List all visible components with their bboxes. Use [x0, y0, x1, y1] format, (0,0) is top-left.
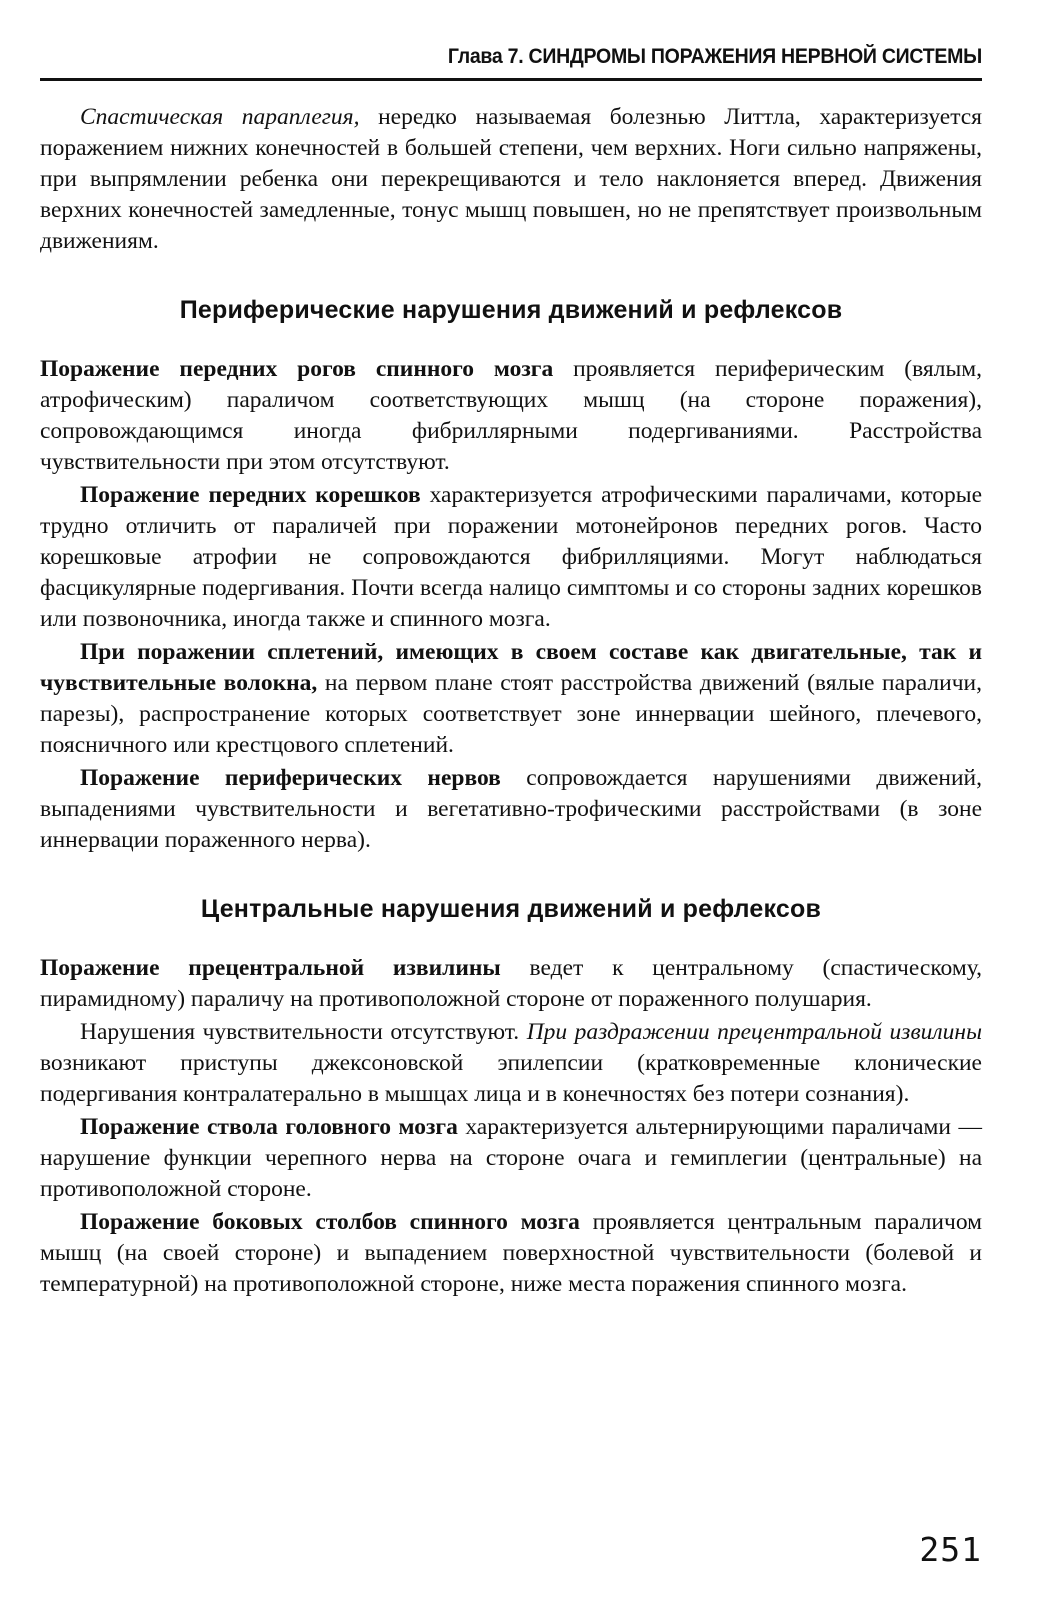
header-rule — [40, 78, 982, 81]
text-sensitivity-after: возникают приступы джексоновской эпилепсии (кратковременные клонические подергивания контралатерально в мышцах лица и в конечностях без потери сознания). — [40, 1050, 982, 1107]
intro-text: нередко называемая болезнью Литтла, характеризуется поражением нижних конечностей в большей степени, чем верхних. Ноги сильно напряжены, при выпрямлении ребенка они перекрещиваются и тело наклоняется вперед. Движения верхних конечностей замедленные, тонус мышц повышен, но не препятствует произвольным движениям. — [40, 104, 982, 254]
term-anterior-roots: Поражение передних корешков — [80, 482, 421, 508]
text-lateral-columns: проявляется центральным параличом мышц (на своей стороне) и выпадением поверхностной чувствительности (болевой и температурной) на противоположной стороне, ниже места поражения спинного мозга. — [40, 1209, 982, 1297]
paragraph-lateral-columns — [40, 1207, 982, 1300]
term-plexuses: При поражении сплетений, имеющих в своем составе как двигательные, так и чувствительные волокна, — [40, 639, 982, 696]
term-anterior-horns: Поражение передних рогов спинного мозга — [40, 356, 554, 382]
paragraph-anterior-roots — [40, 480, 982, 635]
term-precentral-gyrus: Поражение прецентральной извилины — [40, 955, 501, 981]
paragraph-sensitivity — [40, 1017, 982, 1110]
paragraph-peripheral-nerves — [40, 763, 982, 856]
text-precentral-gyrus: ведет к центральному (спастическому, пирамидному) параличу на противоположной стороне от пораженного полушария. — [40, 955, 982, 1012]
term-irritation-italic: При раздражении прецентральной извилины — [526, 1019, 982, 1045]
intro-paragraph — [40, 102, 982, 257]
paragraph-precentral-gyrus — [40, 953, 982, 1015]
intro-italic-lead: Спастическая параплегия, — [80, 104, 360, 130]
term-brainstem: Поражение ствола головного мозга — [80, 1114, 458, 1140]
page-number: 251 — [919, 1530, 982, 1569]
term-peripheral-nerves: Поражение периферических нервов — [80, 765, 501, 791]
section-title-peripheral: Периферические нарушения движений и рефлексов — [179, 296, 843, 324]
paragraph-brainstem — [40, 1112, 982, 1205]
paragraph-plexuses — [40, 637, 982, 761]
text-plexuses: на первом плане стоят расстройства движений (вялые параличи, парезы), распространение которых соответствует зоне иннервации шейного, плечевого, поясничного или крестцового сплетений. — [40, 670, 983, 758]
text-sensitivity-before: Нарушения чувствительности отсутствуют. — [80, 1019, 527, 1045]
section-title-central: Центральные нарушения движений и рефлексов — [200, 895, 822, 923]
text-anterior-horns: проявляется периферическим (вялым, атрофическим) параличом соответствующих мышц (на стороне поражения), сопровождающимся иногда фибриллярными подергиваниями. Расстройства чувствительности при этом отсутствуют. — [40, 356, 982, 475]
text-brainstem: характеризуется альтернирующими параличами — нарушение функции черепного нерва на стороне очага и гемиплегии (центральные) на противоположной стороне. — [40, 1114, 982, 1202]
term-lateral-columns: Поражение боковых столбов спинного мозга — [80, 1209, 580, 1235]
text-peripheral-nerves: сопровождается нарушениями движений, выпадениями чувствительности и вегетативно-трофическими расстройствами (в зоне иннервации пораженного нерва). — [40, 765, 982, 853]
page-body — [40, 102, 982, 1302]
paragraph-anterior-horns — [40, 354, 982, 478]
text-anterior-roots: характеризуется атрофическими параличами, которые трудно отличить от параличей при поражении мотонейронов передних рогов. Часто корешковые атрофии не сопровождаются фибрилляциями. Могут наблюдаться фасцикулярные подергивания. Почти всегда налицо симптомы и со стороны задних корешков или позвоночника, иногда также и спинного мозга. — [40, 482, 982, 632]
running-head: Глава 7. СИНДРОМЫ ПОРАЖЕНИЯ НЕРВНОЙ СИСТЕМЫ — [447, 45, 982, 68]
